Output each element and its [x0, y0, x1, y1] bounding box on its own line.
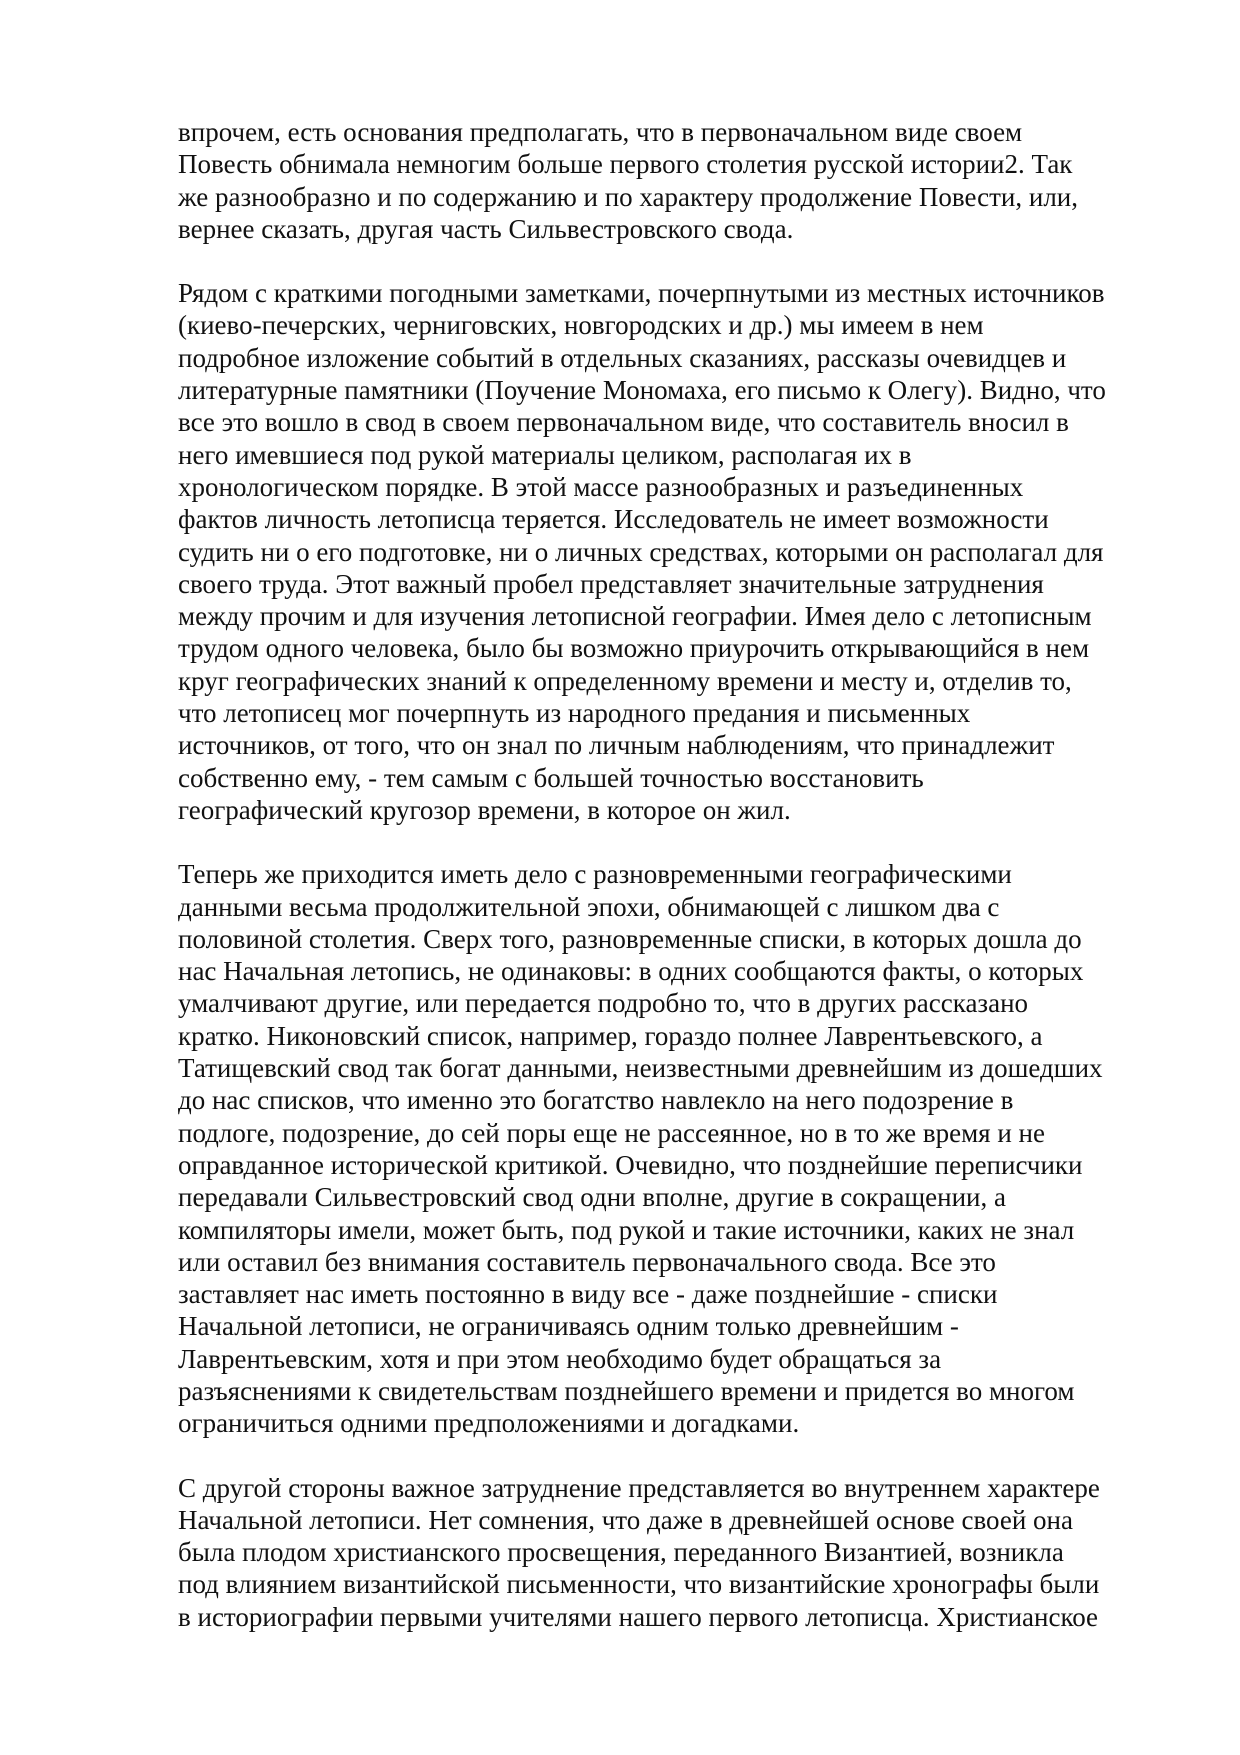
text-line: собственно ему, - тем самым с большей точностью восстановить	[178, 762, 924, 793]
text-line: Татищевский свод так богат данными, неизвестными древнейшим из дошедших	[178, 1053, 1103, 1084]
text-line: него имевшиеся под рукой материалы целиком, располагая их в	[178, 439, 912, 470]
text-line: Теперь же приходится иметь дело с разновременными географическими	[178, 859, 1012, 890]
text-line: Начальной летописи, не ограничиваясь одним только древнейшим -	[178, 1311, 959, 1342]
text-line: Начальной летописи. Нет сомнения, что даже в древнейшей основе своей она	[178, 1504, 1073, 1535]
text-line: географический кругозор времени, в которое он жил.	[178, 794, 791, 825]
text-line: или оставил без внимания составитель первоначального свода. Все это	[178, 1246, 996, 1277]
paragraph-2	[178, 277, 1158, 826]
text-line: была плодом христианского просвещения, переданного Византией, возникла	[178, 1537, 1064, 1568]
text-line: Рядом с краткими погодными заметками, почерпнутыми из местных источников	[178, 278, 1105, 309]
text-line: между прочим и для изучения летописной географии. Имея дело с летописным	[178, 601, 1092, 632]
text-line: Повесть обнимала немногим больше первого столетия русской истории2. Так	[178, 149, 1073, 180]
text-line: С другой стороны важное затруднение представляется во внутреннем характере	[178, 1472, 1100, 1503]
text-line: круг географических знаний к определенному времени и месту и, отделив то,	[178, 665, 1072, 696]
text-body	[178, 116, 1158, 1665]
text-line: литературные памятники (Поучение Мономаха, его письмо к Олегу). Видно, что	[178, 375, 1106, 406]
text-line: кратко. Никоновский список, например, гораздо полнее Лаврентьевского, а	[178, 1020, 1043, 1051]
text-line: все это вошло в свод в своем первоначальном виде, что составитель вносил в	[178, 407, 1069, 438]
text-line: подробное изложение событий в отдельных сказаниях, рассказы очевидцев и	[178, 342, 1067, 373]
text-line: до нас списков, что именно это богатство навлекло на него подозрение в	[178, 1085, 1014, 1116]
text-line: умалчивают другие, или передается подробно то, что в других рассказано	[178, 988, 1029, 1019]
text-line: впрочем, есть основания предполагать, что в первоначальном виде своем	[178, 117, 1023, 147]
text-line: Лаврентьевским, хотя и при этом необходимо будет обращаться за	[178, 1343, 942, 1374]
text-line: оправданное исторической критикой. Очевидно, что позднейшие переписчики	[178, 1149, 1083, 1180]
text-line: подлоге, подозрение, до сей поры еще не рассеянное, но в то же время и не	[178, 1117, 1045, 1148]
text-line: в историографии первыми учителями нашего первого летописца. Христианское	[178, 1601, 1099, 1632]
text-line: что летописец мог почерпнуть из народного предания и письменных	[178, 698, 971, 729]
text-line: фактов личность летописца теряется. Исследователь не имеет возможности	[178, 504, 1049, 535]
paragraph-4	[178, 1472, 1158, 1633]
text-line: половиной столетия. Сверх того, разновременные списки, в которых дошла до	[178, 923, 1082, 954]
paragraph-3	[178, 858, 1158, 1439]
text-line: трудом одного человека, было бы возможно приурочить открывающийся в нем	[178, 633, 1090, 664]
text-line: разъяснениями к свидетельствам позднейшего времени и придется во многом	[178, 1375, 1075, 1406]
text-line: заставляет нас иметь постоянно в виду все - даже позднейшие - списки	[178, 1279, 998, 1310]
text-line: хронологическом порядке. В этой массе разнообразных и разъединенных	[178, 471, 1024, 502]
text-line: компиляторы имели, может быть, под рукой и такие источники, каких не знал	[178, 1214, 1075, 1245]
text-line: передавали Сильвестровский свод одни вполне, другие в сокращении, а	[178, 1182, 1006, 1213]
paragraph-1	[178, 116, 1158, 245]
text-line: своего труда. Этот важный пробел представляет значительные затруднения	[178, 568, 1044, 599]
text-line: нас Начальная летопись, не одинаковы: в одних сообщаются факты, о которых	[178, 956, 1084, 987]
text-line: ограничиться одними предположениями и догадками.	[178, 1408, 800, 1439]
text-line: источников, от того, что он знал по личным наблюдениям, что принадлежит	[178, 730, 1055, 761]
text-line: (киево-печерских, черниговских, новгородских и др.) мы имеем в нем	[178, 310, 984, 341]
text-line: же разнообразно и по содержанию и по характеру продолжение Повести, или,	[178, 181, 1078, 212]
text-line: под влиянием византийской письменности, что византийские хронографы были	[178, 1569, 1100, 1600]
text-line: вернее сказать, другая часть Сильвестровского свода.	[178, 213, 794, 244]
text-line: данными весьма продолжительной эпохи, обнимающей с лишком два с	[178, 891, 1000, 922]
text-line: судить ни о его подготовке, ни о личных средствах, которыми он располагал для	[178, 536, 1104, 567]
